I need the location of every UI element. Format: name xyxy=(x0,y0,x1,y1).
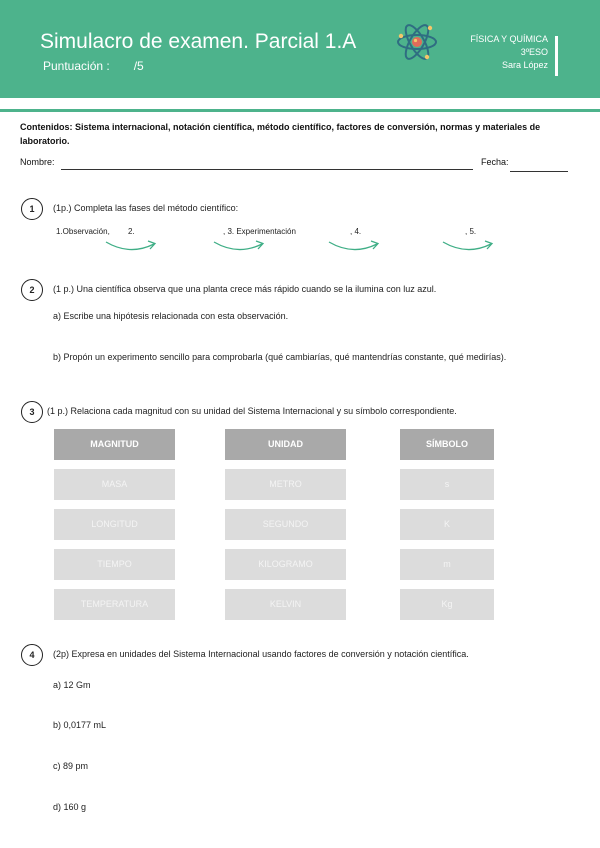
unit-cell: SEGUNDO xyxy=(225,509,346,540)
header-band xyxy=(0,0,600,98)
question-3-text: (1 p.) Relaciona cada magnitud con su unidad del Sistema Internacional y su símbolo correspondiente. xyxy=(47,406,457,416)
question-2-text: (1 p.) Una científica observa que una planta crece más rápido cuando se la ilumina con luz azul. xyxy=(53,284,437,294)
header-simbolo: SÍMBOLO xyxy=(400,429,494,460)
page-title: Simulacro de examen. Parcial 1.A xyxy=(40,30,357,53)
date-label: Fecha: xyxy=(481,157,509,167)
symbol-cell: Kg xyxy=(400,589,494,620)
question-4a: a) 12 Gm xyxy=(53,680,91,690)
arrow-icon xyxy=(327,236,383,254)
question-4-number: 4 xyxy=(21,644,43,666)
score xyxy=(43,59,144,73)
symbol-cell: s xyxy=(400,469,494,500)
date-field[interactable] xyxy=(510,171,568,172)
question-4c: c) 89 pm xyxy=(53,761,89,771)
header-info xyxy=(470,33,548,72)
unit-cell: KELVIN xyxy=(225,589,346,620)
symbol-cell: m xyxy=(400,549,494,580)
magnitude-cell: TIEMPO xyxy=(54,549,175,580)
question-4b: b) 0,0177 mL xyxy=(53,720,107,730)
name-field[interactable] xyxy=(61,169,473,170)
question-2-number: 2 xyxy=(21,279,43,301)
unit-cell: METRO xyxy=(225,469,346,500)
teacher: Sara López xyxy=(501,60,548,70)
score-total: /5 xyxy=(133,59,144,73)
step-4: , 4. xyxy=(350,227,362,236)
subject: FÍSICA Y QUÍMICA xyxy=(470,34,548,44)
question-1-text: (1p.) Completa las fases del método científico: xyxy=(53,203,239,213)
arrow-icon xyxy=(441,236,497,254)
magnitude-cell: MASA xyxy=(54,469,175,500)
question-4d: d) 160 g xyxy=(53,802,87,812)
name-label: Nombre: xyxy=(20,157,55,167)
header-unidad: UNIDAD xyxy=(225,429,346,460)
symbol-cell: K xyxy=(400,509,494,540)
header-magnitud: MAGNITUD xyxy=(54,429,175,460)
arrow-icon xyxy=(212,236,268,254)
unit-cell: KILOGRAMO xyxy=(225,549,346,580)
question-3-number: 3 xyxy=(21,401,43,423)
question-1-number: 1 xyxy=(21,198,43,220)
magnitude-cell: TEMPERATURA xyxy=(54,589,175,620)
question-2b: b) Propón un experimento sencillo para comprobarla (qué cambiarías, qué mantendrías constante, qué medirías). xyxy=(53,352,507,362)
header-underline xyxy=(0,109,600,112)
step-5: , 5. xyxy=(465,227,477,236)
step-2: 2. xyxy=(128,227,135,236)
course: 3ºESO xyxy=(520,47,548,57)
question-2a: a) Escribe una hipótesis relacionada con esta observación. xyxy=(53,311,289,321)
magnitude-cell: LONGITUD xyxy=(54,509,175,540)
step-1: 1.Observación, xyxy=(56,227,110,236)
atom-icon xyxy=(396,19,438,65)
step-3: , 3. Experimentación xyxy=(223,227,296,236)
contents-text: Contenidos: Sistema internacional, notación científica, método científico, factores de conversión, normas y materiales de laboratorio. xyxy=(20,122,541,146)
arrow-icon xyxy=(104,236,160,254)
question-4-text: (2p) Expresa en unidades del Sistema Internacional usando factores de conversión y notación científica. xyxy=(53,649,469,659)
score-label: Puntuación : xyxy=(43,59,110,73)
header-divider xyxy=(555,36,558,76)
